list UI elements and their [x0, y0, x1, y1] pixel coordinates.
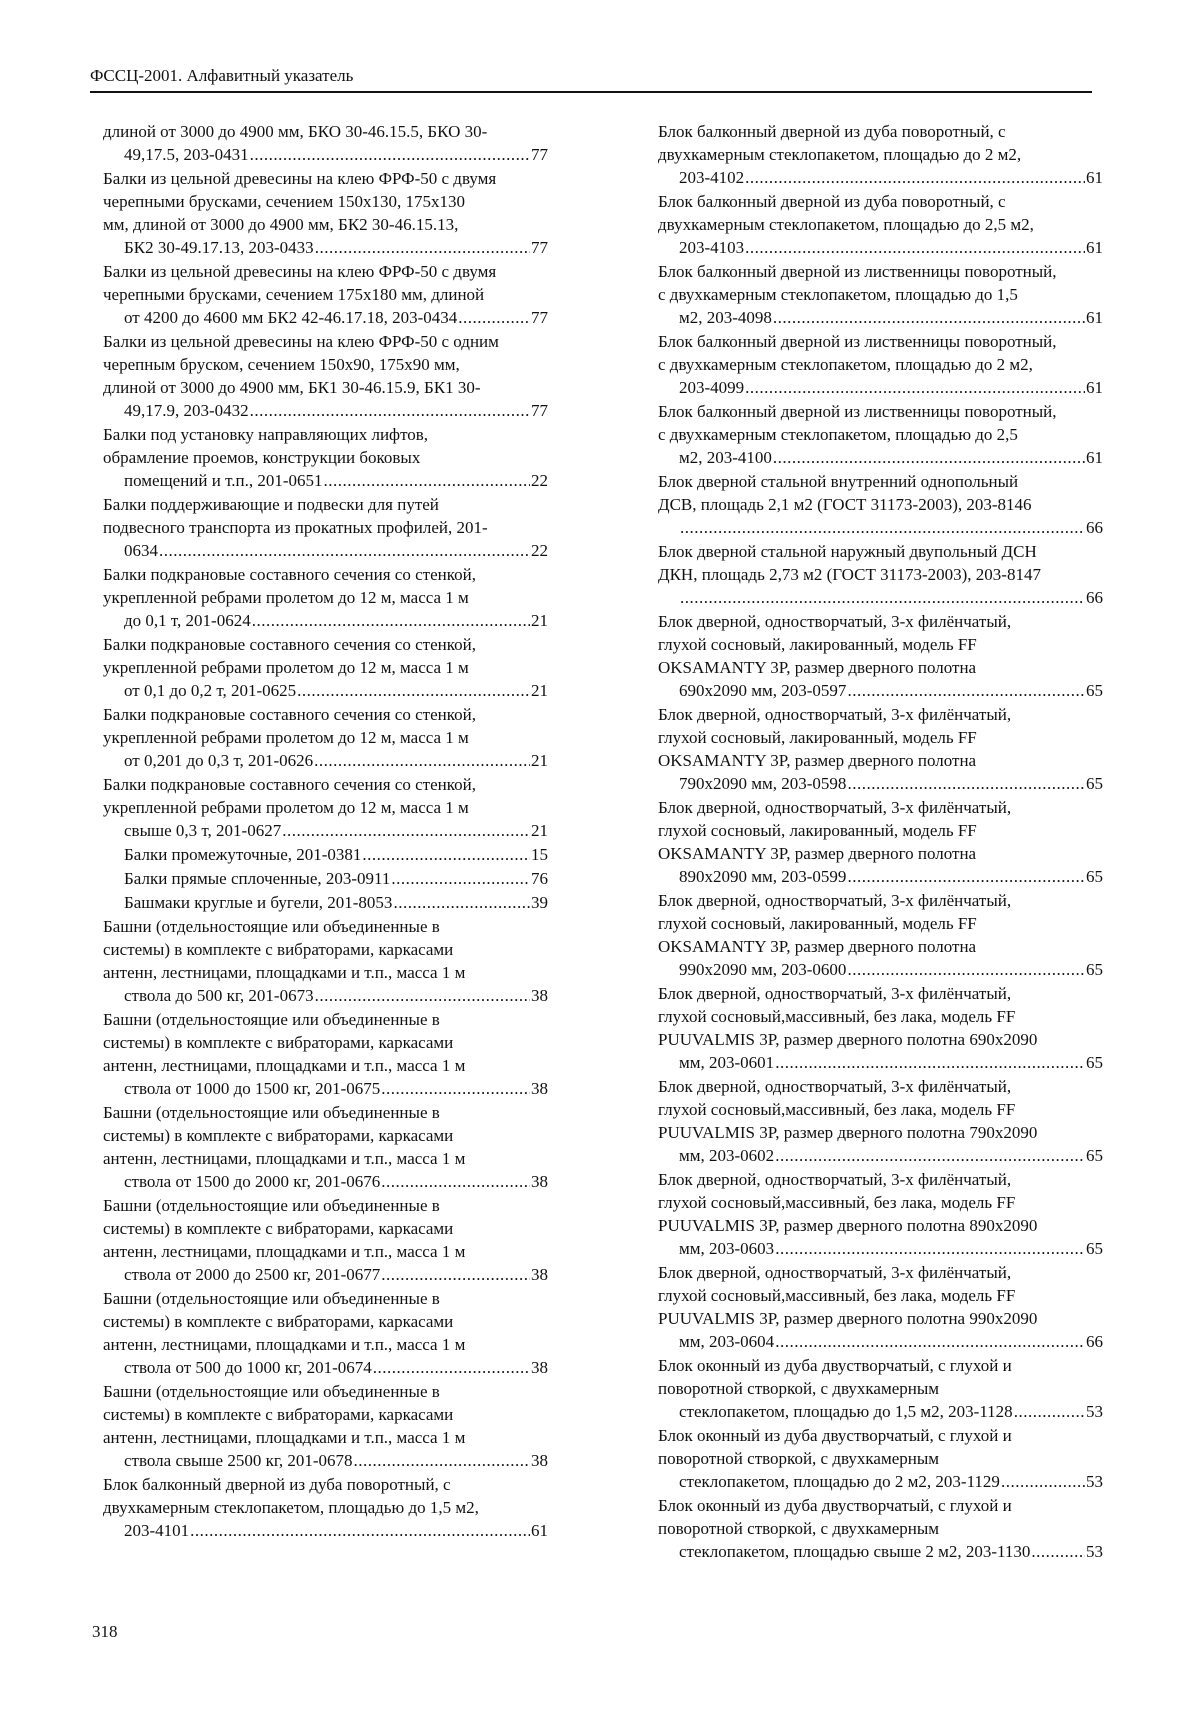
entry-page-ref: 61: [1086, 448, 1103, 467]
index-column-left: [103, 120, 548, 1543]
entry-last-line: [124, 843, 548, 866]
entry-line: двухкамерным стеклопакетом, площадью до 1,5 м2,: [103, 1498, 479, 1517]
entry-line: Блок оконный из дуба двустворчатый, с глухой и: [658, 1356, 1012, 1375]
entry-page-ref: 61: [1086, 238, 1103, 257]
entry-tail-text: от 0,201 до 0,3 т, 201-0626: [124, 751, 314, 770]
index-entry: [658, 330, 1103, 399]
index-entry: [103, 843, 548, 866]
entry-page-ref: 65: [1086, 774, 1103, 793]
dot-leader: [190, 1519, 530, 1542]
entry-page-ref: 61: [1086, 378, 1103, 397]
entry-line: PUUVALMIS 3P, размер дверного полотна 690х2090: [658, 1030, 1038, 1049]
entry-last-line: [679, 1051, 1103, 1074]
dot-leader: [250, 399, 530, 422]
entry-page-ref: 38: [531, 1172, 548, 1191]
dot-leader: [775, 1051, 1085, 1074]
entry-last-line: [124, 1449, 548, 1472]
index-entry: [658, 889, 1103, 981]
index-entry: [658, 982, 1103, 1074]
entry-last-line: [124, 1077, 548, 1100]
index-entry: [103, 1194, 548, 1286]
entry-line: антенн, лестницами, площадками и т.п., масса 1 м: [103, 1149, 466, 1168]
index-entry: [103, 1380, 548, 1472]
entry-last-line: [124, 984, 548, 1007]
entry-last-line: [124, 1519, 548, 1542]
dot-leader: [745, 236, 1085, 259]
index-entry: [658, 703, 1103, 795]
entry-tail-text: 990х2090 мм, 203-0600: [679, 960, 847, 979]
dot-leader: [391, 867, 530, 890]
entry-tail-text: от 4200 до 4600 мм БК2 42-46.17.18, 203-0434: [124, 308, 458, 327]
entry-tail-text: 49,17.5, 203-0431: [124, 145, 249, 164]
entry-page-ref: 61: [531, 1521, 548, 1540]
entry-line: поворотной створкой, с двухкамерным: [658, 1449, 940, 1468]
entry-page-ref: 66: [1086, 588, 1103, 607]
index-entry: [103, 120, 548, 166]
entry-last-line: [124, 819, 548, 842]
index-entry: [658, 400, 1103, 469]
index-entry: [103, 260, 548, 329]
entry-page-ref: 38: [531, 1265, 548, 1284]
index-entry: [103, 1473, 548, 1542]
entry-line: Башни (отдельностоящие или объединенные в: [103, 1196, 440, 1215]
entry-line: Балки подкрановые составного сечения со стенкой,: [103, 635, 476, 654]
entry-tail-text: 49,17.9, 203-0432: [124, 401, 249, 420]
entry-line: черепным бруском, сечением 150х90, 175х90 мм,: [103, 355, 460, 374]
entry-page-ref: 61: [1086, 308, 1103, 327]
entry-line: Балки из цельной древесины на клею ФРФ-50 с одним: [103, 332, 499, 351]
entry-line: антенн, лестницами, площадками и т.п., масса 1 м: [103, 1242, 466, 1261]
entry-last-line: [679, 586, 1103, 609]
dot-leader: [680, 586, 1085, 609]
entry-page-ref: 61: [1086, 168, 1103, 187]
entry-tail-text: 890х2090 мм, 203-0599: [679, 867, 847, 886]
entry-page-ref: 15: [531, 845, 548, 864]
index-entry: [103, 915, 548, 1007]
entry-page-ref: 66: [1086, 1332, 1103, 1351]
entry-tail-text: до 0,1 т, 201-0624: [124, 611, 251, 630]
entry-tail-text: Балки промежуточные, 201-0381: [124, 845, 362, 864]
entry-page-ref: 77: [531, 145, 548, 164]
entry-last-line: [679, 376, 1103, 399]
entry-line: двухкамерным стеклопакетом, площадью до 2,5 м2,: [658, 215, 1034, 234]
entry-last-line: [679, 306, 1103, 329]
dot-leader: [847, 679, 1085, 702]
entry-line: Блок оконный из дуба двустворчатый, с глухой и: [658, 1496, 1012, 1515]
index-entry: [103, 330, 548, 422]
index-entry: [658, 610, 1103, 702]
index-entry: [103, 423, 548, 492]
entry-line: Башни (отдельностоящие или объединенные в: [103, 1103, 440, 1122]
entry-line: Блок дверной стальной внутренний однопольный: [658, 472, 1019, 491]
entry-line: Башни (отдельностоящие или объединенные в: [103, 1289, 440, 1308]
index-entry: [103, 563, 548, 632]
entry-tail-text: 0634: [124, 541, 158, 560]
dot-leader: [315, 236, 530, 259]
entry-last-line: [124, 1263, 548, 1286]
dot-leader: [381, 1263, 530, 1286]
entry-last-line: [679, 1144, 1103, 1167]
entry-line: Балки под установку направляющих лифтов,: [103, 425, 429, 444]
entry-tail-text: ствола от 1500 до 2000 кг, 201-0676: [124, 1172, 381, 1191]
entry-tail-text: 203-4102: [679, 168, 745, 187]
entry-page-ref: 65: [1086, 1146, 1103, 1165]
index-entry: [658, 1354, 1103, 1423]
entry-tail-text: м2, 203-4100: [679, 448, 772, 467]
entry-last-line: [124, 1170, 548, 1193]
entry-line: глухой сосновый, лакированный, модель FF: [658, 914, 977, 933]
entry-line: OKSAMANTY 3P, размер дверного полотна: [658, 937, 977, 956]
entry-tail-text: Башмаки круглые и бугели, 201-8053: [124, 893, 393, 912]
entry-tail-text: мм, 203-0603: [679, 1239, 775, 1258]
entry-line: двухкамерным стеклопакетом, площадью до 2 м2,: [658, 145, 1022, 164]
entry-page-ref: 22: [531, 541, 548, 560]
entry-line: системы) в комплекте с вибраторами, каркасами: [103, 1405, 454, 1424]
dot-leader: [315, 984, 530, 1007]
entry-line: Блок балконный дверной из лиственницы поворотный,: [658, 332, 1057, 351]
index-entry: [103, 493, 548, 562]
entry-page-ref: 65: [1086, 960, 1103, 979]
entry-line: Блок дверной, одностворчатый, 3-х филёнчатый,: [658, 705, 1012, 724]
entry-line: обрамление проемов, конструкции боковых: [103, 448, 421, 467]
entry-line: антенн, лестницами, площадками и т.п., масса 1 м: [103, 1335, 466, 1354]
entry-page-ref: 53: [1086, 1542, 1103, 1561]
entry-tail-text: помещений и т.п., 201-0651: [124, 471, 323, 490]
entry-tail-text: ствола от 2000 до 2500 кг, 201-0677: [124, 1265, 381, 1284]
entry-page-ref: 65: [1086, 867, 1103, 886]
entry-line: мм, длиной от 3000 до 4900 мм, БК2 30-46.15.13,: [103, 215, 459, 234]
entry-line: укрепленной ребрами пролетом до 12 м, масса 1 м: [103, 728, 469, 747]
dot-leader: [458, 306, 530, 329]
entry-last-line: [124, 539, 548, 562]
entry-page-ref: 21: [531, 681, 548, 700]
index-entry: [658, 190, 1103, 259]
index-entry: [103, 891, 548, 914]
entry-line: Блок балконный дверной из дуба поворотный, с: [658, 192, 1006, 211]
entry-line: глухой сосновый, лакированный, модель FF: [658, 821, 977, 840]
entry-line: укрепленной ребрами пролетом до 12 м, масса 1 м: [103, 658, 469, 677]
dot-leader: [773, 306, 1085, 329]
entry-line: Балки поддерживающие и подвески для путей: [103, 495, 439, 514]
entry-line: глухой сосновый,массивный, без лака, модель FF: [658, 1100, 1016, 1119]
entry-line: PUUVALMIS 3P, размер дверного полотна 990х2090: [658, 1309, 1038, 1328]
entry-line: глухой сосновый,массивный, без лака, модель FF: [658, 1007, 1016, 1026]
entry-last-line: [124, 891, 548, 914]
entry-last-line: [679, 958, 1103, 981]
entry-last-line: [124, 867, 548, 890]
dot-leader: [252, 609, 530, 632]
entry-last-line: [679, 516, 1103, 539]
dot-leader: [282, 819, 530, 842]
entry-page-ref: 38: [531, 1079, 548, 1098]
entry-page-ref: 66: [1086, 518, 1103, 537]
index-entry: [103, 1008, 548, 1100]
entry-line: укрепленной ребрами пролетом до 12 м, масса 1 м: [103, 588, 469, 607]
entry-last-line: [124, 143, 548, 166]
entry-line: глухой сосновый,массивный, без лака, модель FF: [658, 1286, 1016, 1305]
entry-line: Блок балконный дверной из дуба поворотный, с: [658, 122, 1006, 141]
entry-line: системы) в комплекте с вибраторами, каркасами: [103, 1219, 454, 1238]
entry-page-ref: 21: [531, 751, 548, 770]
entry-tail-text: Балки прямые сплоченные, 203-0911: [124, 869, 391, 888]
entry-line: PUUVALMIS 3P, размер дверного полотна 790х2090: [658, 1123, 1038, 1142]
index-entry: [658, 1168, 1103, 1260]
index-entry: [658, 120, 1103, 189]
dot-leader: [775, 1237, 1085, 1260]
entry-tail-text: стеклопакетом, площадью свыше 2 м2, 203-1130: [679, 1542, 1031, 1561]
dot-leader: [1001, 1470, 1085, 1493]
entry-last-line: [679, 446, 1103, 469]
dot-leader: [1014, 1400, 1085, 1423]
entry-line: Балки из цельной древесины на клею ФРФ-50 с двумя: [103, 262, 497, 281]
entry-line: системы) в комплекте с вибраторами, каркасами: [103, 1126, 454, 1145]
index-entry: [658, 540, 1103, 609]
entry-page-ref: 77: [531, 308, 548, 327]
entry-page-ref: 53: [1086, 1472, 1103, 1491]
entry-line: Блок дверной, одностворчатый, 3-х филёнчатый,: [658, 798, 1012, 817]
entry-tail-text: БК2 30-49.17.13, 203-0433: [124, 238, 314, 257]
dot-leader: [393, 891, 530, 914]
dot-leader: [362, 843, 530, 866]
dot-leader: [324, 469, 530, 492]
dot-leader: [297, 679, 530, 702]
index-entry: [103, 167, 548, 259]
dot-leader: [159, 539, 530, 562]
index-entry: [103, 633, 548, 702]
entry-tail-text: ствола от 1000 до 1500 кг, 201-0675: [124, 1079, 381, 1098]
header-rule: [90, 91, 1092, 93]
index-entry: [658, 796, 1103, 888]
entry-page-ref: 38: [531, 1358, 548, 1377]
entry-tail-text: м2, 203-4098: [679, 308, 772, 327]
entry-last-line: [124, 1356, 548, 1379]
entry-line: Блок дверной, одностворчатый, 3-х филёнчатый,: [658, 984, 1012, 1003]
index-entry: [103, 773, 548, 842]
entry-line: поворотной створкой, с двухкамерным: [658, 1519, 940, 1538]
entry-tail-text: стеклопакетом, площадью до 2 м2, 203-1129: [679, 1472, 1000, 1491]
entry-page-ref: 38: [531, 1451, 548, 1470]
index-entry: [658, 260, 1103, 329]
entry-tail-text: 203-4099: [679, 378, 745, 397]
entry-line: Балки подкрановые составного сечения со стенкой,: [103, 775, 476, 794]
entry-page-ref: 22: [531, 471, 548, 490]
entry-last-line: [679, 1540, 1103, 1563]
index-entry: [658, 1261, 1103, 1353]
entry-line: PUUVALMIS 3P, размер дверного полотна 890х2090: [658, 1216, 1038, 1235]
entry-line: Блок балконный дверной из лиственницы поворотный,: [658, 262, 1057, 281]
entry-last-line: [679, 1400, 1103, 1423]
entry-line: Балки подкрановые составного сечения со стенкой,: [103, 705, 476, 724]
dot-leader: [745, 376, 1085, 399]
entry-line: Блок дверной, одностворчатый, 3-х филёнчатый,: [658, 1263, 1012, 1282]
index-entry: [103, 1287, 548, 1379]
dot-leader: [847, 772, 1085, 795]
entry-page-ref: 77: [531, 401, 548, 420]
entry-line: OKSAMANTY 3P, размер дверного полотна: [658, 658, 977, 677]
entry-line: глухой сосновый, лакированный, модель FF: [658, 635, 977, 654]
entry-line: Башни (отдельностоящие или объединенные в: [103, 1010, 440, 1029]
entry-line: системы) в комплекте с вибраторами, каркасами: [103, 1033, 454, 1052]
entry-line: антенн, лестницами, площадками и т.п., масса 1 м: [103, 1056, 466, 1075]
entry-line: длиной от 3000 до 4900 мм, БКО 30-46.15.5, БКО 30-: [103, 122, 488, 141]
entry-line: укрепленной ребрами пролетом до 12 м, масса 1 м: [103, 798, 469, 817]
entry-line: подвесного транспорта из прокатных профилей, 201-: [103, 518, 488, 537]
index-entry: [103, 1101, 548, 1193]
dot-leader: [250, 143, 530, 166]
entry-line: Балки подкрановые составного сечения со стенкой,: [103, 565, 476, 584]
dot-leader: [847, 865, 1085, 888]
entry-tail-text: ствола свыше 2500 кг, 201-0678: [124, 1451, 353, 1470]
entry-last-line: [679, 1330, 1103, 1353]
entry-last-line: [124, 399, 548, 422]
entry-line: антенн, лестницами, площадками и т.п., масса 1 м: [103, 963, 466, 982]
entry-page-ref: 21: [531, 611, 548, 630]
entry-tail-text: ствола до 500 кг, 201-0673: [124, 986, 314, 1005]
entry-last-line: [124, 469, 548, 492]
dot-leader: [773, 446, 1085, 469]
index-entry: [658, 1494, 1103, 1563]
dot-leader: [745, 166, 1085, 189]
dot-leader: [381, 1170, 530, 1193]
entry-last-line: [124, 749, 548, 772]
entry-last-line: [679, 166, 1103, 189]
entry-line: Башни (отдельностоящие или объединенные в: [103, 1382, 440, 1401]
entry-line: Блок дверной, одностворчатый, 3-х филёнчатый,: [658, 612, 1012, 631]
entry-last-line: [679, 865, 1103, 888]
entry-line: поворотной створкой, с двухкамерным: [658, 1379, 940, 1398]
entry-page-ref: 39: [531, 893, 548, 912]
entry-last-line: [679, 1470, 1103, 1493]
entry-page-ref: 77: [531, 238, 548, 257]
entry-tail-text: стеклопакетом, площадью до 1,5 м2, 203-1128: [679, 1402, 1013, 1421]
index-entry: [103, 867, 548, 890]
entry-line: Башни (отдельностоящие или объединенные в: [103, 917, 440, 936]
entry-line: черепными брусками, сечением 175х180 мм, длиной: [103, 285, 485, 304]
entry-line: OKSAMANTY 3P, размер дверного полотна: [658, 751, 977, 770]
dot-leader: [775, 1330, 1085, 1353]
entry-last-line: [124, 306, 548, 329]
entry-tail-text: ствола от 500 до 1000 кг, 201-0674: [124, 1358, 372, 1377]
entry-page-ref: 76: [531, 869, 548, 888]
entry-line: Блок дверной, одностворчатый, 3-х филёнчатый,: [658, 891, 1012, 910]
index-column-right: [658, 120, 1103, 1564]
entry-line: Блок дверной, одностворчатый, 3-х филёнчатый,: [658, 1077, 1012, 1096]
entry-tail-text: 203-4103: [679, 238, 745, 257]
entry-page-ref: 65: [1086, 1239, 1103, 1258]
entry-line: Блок дверной, одностворчатый, 3-х филёнчатый,: [658, 1170, 1012, 1189]
running-header: ФССЦ-2001. Алфавитный указатель: [90, 66, 354, 85]
dot-leader: [314, 749, 530, 772]
entry-last-line: [679, 1237, 1103, 1260]
entry-line: с двухкамерным стеклопакетом, площадью до 1,5: [658, 285, 1018, 304]
dot-leader: [847, 958, 1085, 981]
page-number: 318: [92, 1622, 118, 1641]
entry-line: глухой сосновый, лакированный, модель FF: [658, 728, 977, 747]
index-entry: [658, 1075, 1103, 1167]
entry-line: системы) в комплекте с вибраторами, каркасами: [103, 940, 454, 959]
entry-last-line: [124, 609, 548, 632]
entry-tail-text: свыше 0,3 т, 201-0627: [124, 821, 282, 840]
entry-line: ДСВ, площадь 2,1 м2 (ГОСТ 31173-2003), 203-8146: [658, 495, 1032, 514]
entry-tail-text: 790х2090 мм, 203-0598: [679, 774, 847, 793]
index-entry: [658, 1424, 1103, 1493]
entry-last-line: [679, 236, 1103, 259]
entry-line: Блок оконный из дуба двустворчатый, с глухой и: [658, 1426, 1012, 1445]
dot-leader: [1031, 1540, 1085, 1563]
entry-line: длиной от 3000 до 4900 мм, БК1 30-46.15.9, БК1 30-: [103, 378, 481, 397]
entry-tail-text: мм, 203-0602: [679, 1146, 775, 1165]
entry-tail-text: от 0,1 до 0,2 т, 201-0625: [124, 681, 297, 700]
entry-last-line: [679, 679, 1103, 702]
dot-leader: [373, 1356, 530, 1379]
index-entry: [103, 703, 548, 772]
entry-line: ДКН, площадь 2,73 м2 (ГОСТ 31173-2003), 203-8147: [658, 565, 1041, 584]
entry-line: Блок балконный дверной из дуба поворотный, с: [103, 1475, 451, 1494]
entry-line: глухой сосновый,массивный, без лака, модель FF: [658, 1193, 1016, 1212]
entry-line: OKSAMANTY 3P, размер дверного полотна: [658, 844, 977, 863]
entry-tail-text: мм, 203-0604: [679, 1332, 775, 1351]
entry-last-line: [124, 236, 548, 259]
dot-leader: [680, 516, 1085, 539]
entry-line: системы) в комплекте с вибраторами, каркасами: [103, 1312, 454, 1331]
entry-line: антенн, лестницами, площадками и т.п., масса 1 м: [103, 1428, 466, 1447]
dot-leader: [381, 1077, 530, 1100]
entry-tail-text: 203-4101: [124, 1521, 190, 1540]
entry-tail-text: 690х2090 мм, 203-0597: [679, 681, 847, 700]
entry-last-line: [124, 679, 548, 702]
entry-line: черепными брусками, сечением 150х130, 175х130: [103, 192, 465, 211]
entry-line: Балки из цельной древесины на клею ФРФ-50 с двумя: [103, 169, 497, 188]
entry-line: Блок балконный дверной из лиственницы поворотный,: [658, 402, 1057, 421]
dot-leader: [354, 1449, 530, 1472]
entry-line: с двухкамерным стеклопакетом, площадью до 2,5: [658, 425, 1018, 444]
entry-page-ref: 21: [531, 821, 548, 840]
entry-last-line: [679, 772, 1103, 795]
entry-page-ref: 65: [1086, 681, 1103, 700]
entry-line: с двухкамерным стеклопакетом, площадью до 2 м2,: [658, 355, 1033, 374]
dot-leader: [775, 1144, 1085, 1167]
entry-page-ref: 53: [1086, 1402, 1103, 1421]
index-entry: [658, 470, 1103, 539]
entry-line: Блок дверной стальной наружный двупольный ДСН: [658, 542, 1037, 561]
entry-tail-text: мм, 203-0601: [679, 1053, 775, 1072]
entry-page-ref: 65: [1086, 1053, 1103, 1072]
entry-page-ref: 38: [531, 986, 548, 1005]
